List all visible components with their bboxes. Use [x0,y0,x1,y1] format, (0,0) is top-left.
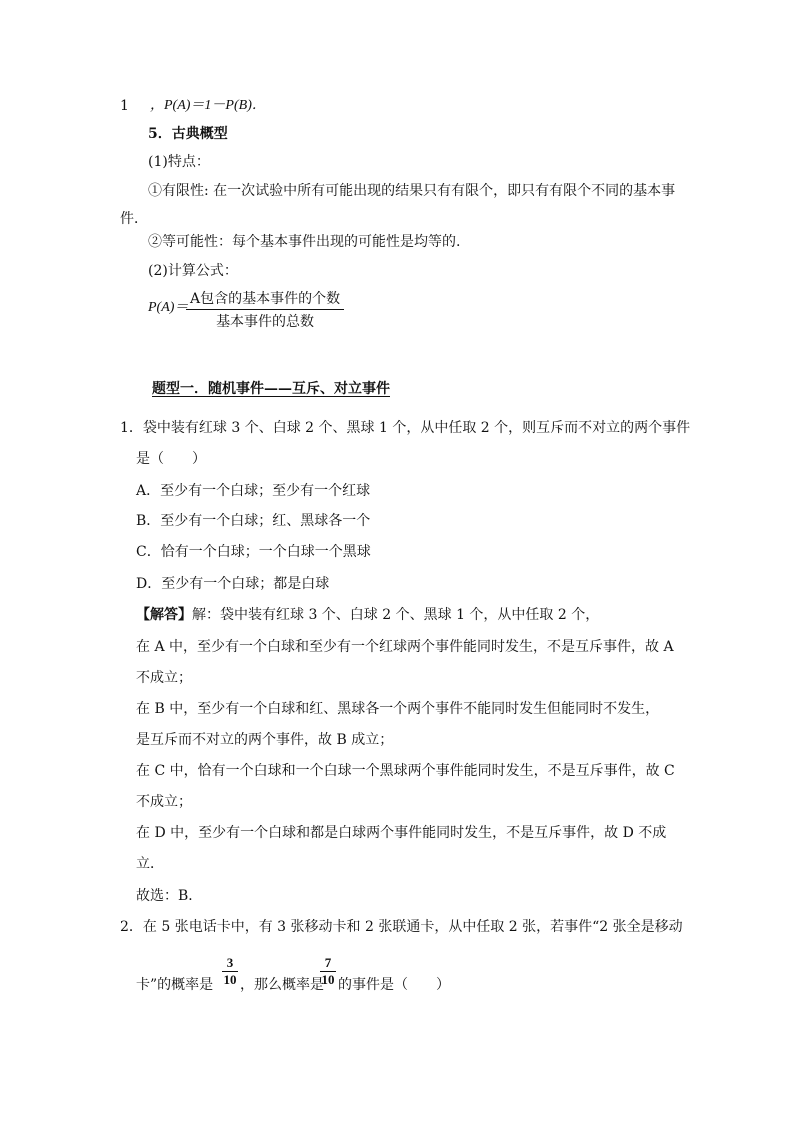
section-heading: 题型一．随机事件——互斥、对立事件 [152,381,390,397]
q1-answer-first-line [136,605,599,625]
formula-label: (2)计算公式： [148,263,238,279]
q2-fraction-2 [320,956,336,987]
q2-stem-part2: ，那么概率是 [240,977,324,993]
answer-line: 不成立； [136,670,192,686]
fraction-numerator: 7 [324,955,332,970]
formula-lhs: P(A)＝ [148,300,189,315]
probability-formula-fraction [186,288,344,331]
answer-line: 在 A 中，至少有一个白球和至少有一个红球两个事件能同时发生，不是互斥事件，故 A [136,639,674,655]
formula-denominator: 基本事件的总数 [216,314,315,330]
q2-stem-part1: 卡”的概率是 [136,977,214,993]
fraction-denominator: 10 [223,972,237,987]
feature1-line-b: 件． [120,211,148,227]
q2-stem-part3: 的事件是（ ） [338,977,450,993]
answer-line: 故选：B． [136,888,203,904]
q1-option-a: A．至少有一个白球；至少有一个红球 [136,483,371,499]
answer-line: 在 B 中，至少有一个白球和红、黑球各一个两个事件不能同时发生但能同时不发生， [136,701,660,717]
answer-line: 是互斥而不对立的两个事件，故 B 成立； [136,732,394,748]
fraction-numerator: 3 [226,955,234,970]
feature2-line: ②等可能性：每个基本事件出现的可能性是均等的. [148,234,461,250]
q1-option-b: B．至少有一个白球；红、黑球各一个 [136,513,371,529]
answer-line: 在 D 中，至少有一个白球和都是白球两个事件能同时发生，不是互斥事件，故 D 不成 [136,825,667,841]
intro-formula-line: ，P(A)＝1－P(B)． [150,98,266,113]
intro-line-number: 1 [120,98,129,114]
q2-fraction-1 [222,956,238,987]
section5-title: 5．古典概型 [148,126,228,142]
answer-tag: 【解答】 [136,607,192,623]
answer-line: 不成立； [136,794,192,810]
fraction-denominator: 10 [321,972,335,987]
q2-stem-line-a: 2．在 5 张电话卡中，有 3 张移动卡和 2 张联通卡，从中任取 2 张，若事件“2 张全是移动 [120,919,683,935]
q1-stem-line-b: 是（ ） [136,451,206,467]
q1-option-d: D．至少有一个白球；都是白球 [136,576,330,592]
formula-numerator: A包含的基本事件的个数 [190,291,341,307]
feature1-line-a: ①有限性: 在一次试验中所有可能出现的结果只有有限个，即只有有限个不同的基本事 [148,183,676,199]
feature-label: (1)特点： [148,154,210,170]
q1-option-c: C．恰有一个白球；一个白球一个黑球 [136,544,371,560]
fraction-bar [186,309,344,310]
answer-line: 立． [136,856,164,872]
answer-line: 在 C 中，恰有一个白球和一个白球一个黑球两个事件能同时发生，不是互斥事件，故 C [136,763,675,779]
answer-line: 解：袋中装有红球 3 个、白球 2 个、黑球 1 个，从中任取 2 个， [192,607,600,623]
q1-stem-line-a: 1．袋中装有红球 3 个、白球 2 个、黑球 1 个，从中任取 2 个，则互斥而不对立的两个事件 [120,420,691,436]
